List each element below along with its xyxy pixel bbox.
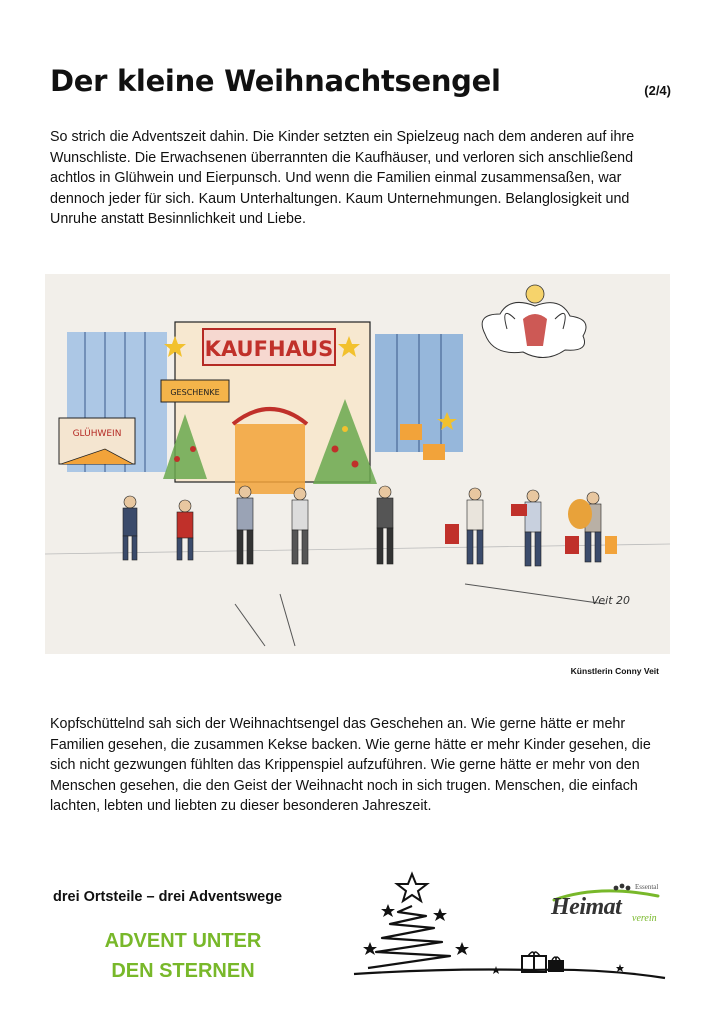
gluehwein-sign: GLÜHWEIN bbox=[72, 429, 122, 439]
kaufhaus-sign: KAUFHAUS bbox=[204, 337, 334, 361]
advent-line-2: DEN STERNEN bbox=[111, 960, 255, 982]
logo-verein-text: verein bbox=[632, 913, 657, 924]
page-title: Der kleine Weihnachtsengel bbox=[50, 64, 501, 98]
page-indicator: (2/4) bbox=[644, 83, 671, 98]
geschenke-sign: GESCHENKE bbox=[170, 388, 220, 397]
logo-main-text: Heimat bbox=[551, 894, 622, 920]
story-paragraph-1: So strich die Adventszeit dahin. Die Kinder setzten ein Spielzeug nach dem anderen auf ihre Wunschliste. Die Erwachsenen überrannten die Kaufhäuser, und verloren sich anschließend achtlos in Glühwein und Eierpunsch. Und wenn die Familien einmal zusammensaßen, war dennoch jeder für sich. Kaum Unterhaltungen. Kaum Unternehmungen. Belanglosigkeit und Unruhe anstatt Besinnlichkeit und Liebe. bbox=[50, 129, 635, 228]
story-paragraph-2: Kopfschüttelnd sah sich der Weihnachtsengel das Geschehen an. Wie gerne hätte er mehr Familien gesehen, die zusammen Kekse backen. Wie gerne hätte er mehr Kinder gesehen, die sich nicht gezwungen fühlten das Krippenspiel aufzuführen. Wie gerne hätte er mehr von den Menschen gesehen, die den Geist der Weihnacht noch in sich trugen. Menschen, die einfach lachten, lebten und liebten zu dieser besonderen Jahreszeit. bbox=[50, 716, 651, 815]
illustration-credit: Künstlerin Conny Veit bbox=[570, 666, 659, 676]
advent-line-1: ADVENT UNTER bbox=[104, 930, 262, 952]
artist-signature: Veit 20 bbox=[591, 594, 630, 607]
heimatverein-logo bbox=[548, 880, 674, 942]
advent-heading bbox=[78, 926, 288, 986]
story-illustration bbox=[45, 274, 670, 654]
logo-small-text: Essental bbox=[635, 883, 659, 891]
footer-tagline: drei Ortsteile – drei Adventswege bbox=[53, 889, 283, 905]
